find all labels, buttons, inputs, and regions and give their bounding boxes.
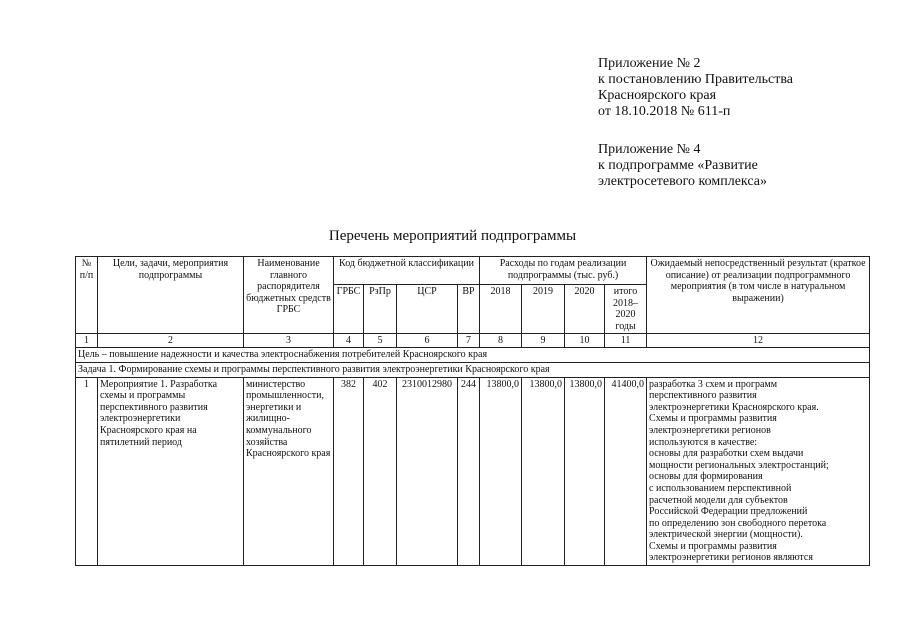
column-number: 11 xyxy=(605,334,647,348)
result-line: используются в качестве: xyxy=(649,436,758,448)
result-line: перспективного развития xyxy=(649,390,757,402)
column-number: 5 xyxy=(364,334,397,348)
header-expenses: Расходы по годам реализации подпрограммы (тыс. руб.) xyxy=(480,257,647,285)
row-grbs: 382 xyxy=(334,377,364,566)
attachment-4-block xyxy=(598,142,767,190)
attachment-2-block xyxy=(598,56,793,120)
column-number: 9 xyxy=(522,334,565,348)
column-number: 2 xyxy=(98,334,244,348)
row-rzpr: 402 xyxy=(364,377,397,566)
row-num: 1 xyxy=(76,377,98,566)
column-number: 10 xyxy=(565,334,605,348)
table-row xyxy=(76,377,870,566)
header-rzpr: РзПр xyxy=(364,285,397,334)
task-row: Задача 1. Формирование схемы и программы перспективного развития электроэнергетики Красноярского края xyxy=(76,362,870,377)
attachment-line: к постановлению Правительства xyxy=(598,72,794,87)
column-number: 6 xyxy=(397,334,458,348)
row-manager: министерство промышленности, энергетики и жилищно-коммунального хозяйства Красноярского края xyxy=(244,377,334,566)
document-title: Перечень мероприятий подпрограммы xyxy=(328,228,577,244)
column-number: 4 xyxy=(334,334,364,348)
header-2019: 2019 xyxy=(522,285,565,334)
header-2018: 2018 xyxy=(480,285,522,334)
header-2020: 2020 xyxy=(565,285,605,334)
row-2019: 13800,0 xyxy=(522,377,565,566)
result-line: Схемы и программы развития xyxy=(649,540,777,552)
result-line: электроэнергетики регионов xyxy=(649,424,771,436)
attachment-line: к подпрограмме «Развитие xyxy=(598,158,758,173)
result-line: электроэнергетики Красноярского края. xyxy=(649,401,819,413)
row-csr: 2310012980 xyxy=(397,377,458,566)
row-measure-name: Мероприятие 1. Разработка схемы и программы перспективного развития электроэнергетики Красноярского края на пятилетний период xyxy=(98,377,244,566)
result-line: электрической энергии (мощности). xyxy=(649,529,803,541)
row-vr: 244 xyxy=(458,377,480,566)
header-result: Ожидаемый непосредственный результат (краткое описание) от реализации подпрограммного мероприятия (в том числе в натуральном выражении) xyxy=(647,257,870,334)
header-csr: ЦСР xyxy=(397,285,458,334)
result-line: разработка 3 схем и программ xyxy=(649,378,778,390)
attachment-line: Приложение № 4 xyxy=(598,142,701,157)
column-number: 12 xyxy=(647,334,870,348)
result-line: электроэнергетики регионов являются xyxy=(649,552,813,564)
result-line: Схемы и программы развития xyxy=(649,413,777,425)
header-budget-code: Код бюджетной классификации xyxy=(334,257,480,285)
row-2018: 13800,0 xyxy=(480,377,522,566)
header-grbs: ГРБС xyxy=(334,285,364,334)
attachment-line: Приложение № 2 xyxy=(598,56,701,71)
result-line: основы для разработки схем выдачи xyxy=(649,448,804,460)
column-number: 3 xyxy=(244,334,334,348)
result-line: мощности региональных электростанций; xyxy=(649,459,829,471)
row-total: 41400,0 xyxy=(605,377,647,566)
header-manager: Наименование главного распорядителя бюджетных средств ГРБС xyxy=(244,257,334,334)
header-total: итого 2018–2020 годы xyxy=(605,285,647,334)
attachment-line: Красноярского края xyxy=(598,88,717,103)
column-number: 8 xyxy=(480,334,522,348)
goal-row: Цель – повышение надежности и качества электроснабжения потребителей Красноярского края xyxy=(76,348,870,363)
attachment-line: от 18.10.2018 № 611-п xyxy=(598,104,731,119)
header-num: № п/п xyxy=(76,257,98,334)
header-goals: Цели, задачи, мероприятия подпрограммы xyxy=(98,257,244,334)
result-line: Российской Федерации предложений xyxy=(649,506,808,518)
row-result xyxy=(647,377,870,566)
result-line: по определению зон свободного перетока xyxy=(649,517,827,529)
header-vr: ВР xyxy=(458,285,480,334)
measures-table xyxy=(75,256,870,566)
row-2020: 13800,0 xyxy=(565,377,605,566)
result-line: расчетной модели для субъектов xyxy=(649,494,788,506)
column-number: 1 xyxy=(76,334,98,348)
attachment-line: электросетевого комплекса» xyxy=(598,174,767,189)
result-line: основы для формирования xyxy=(649,471,763,483)
column-number: 7 xyxy=(458,334,480,348)
result-line: с использованием перспективной xyxy=(649,482,792,494)
